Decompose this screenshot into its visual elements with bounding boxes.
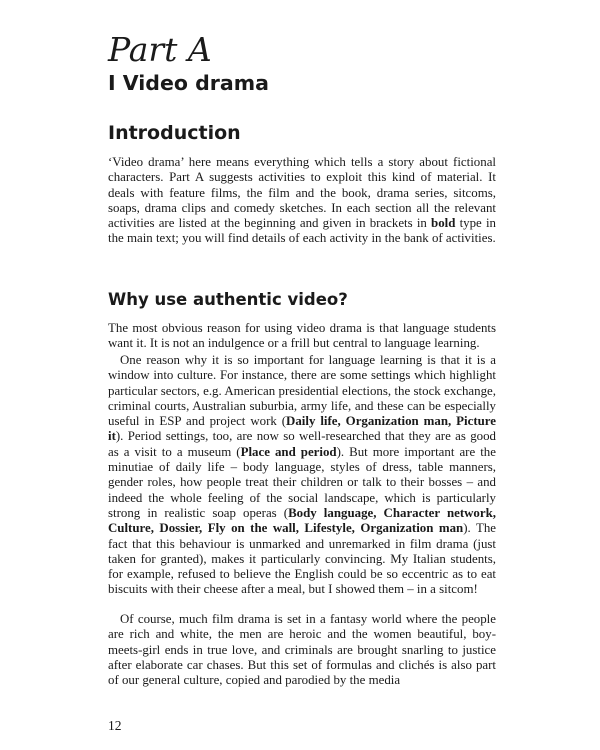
body-paragraph-3 xyxy=(108,612,496,688)
activity-reference: bold xyxy=(431,216,456,231)
why-authentic-video-heading: Why use authentic video? xyxy=(108,290,348,309)
introduction-paragraph xyxy=(108,155,496,247)
text-run: The most obvious reason for using video drama is that language students want it. It is not an indulgence or a frill but central to language learning. xyxy=(108,321,496,351)
chapter-title: I Video drama xyxy=(108,71,269,95)
activity-reference: Place and period xyxy=(240,444,337,459)
text-run: ‘Video drama’ here means everything which tells a story about fictional characters. Part A suggests activities to exploit this kind of material. It deals with feature films, the film and the book, drama series, sitcoms, soaps, drama clips and comedy sketches. In each section all the relevant activities are listed at the beginning and given in brackets in xyxy=(108,155,496,231)
body-paragraph-1 xyxy=(108,321,496,352)
text-run: type in the main text; you will find details of each activity in the bank of activities. xyxy=(108,216,496,246)
text-run: ). Period settings, too, are now so well-researched that they are as good as a visit to a museum ( xyxy=(108,429,496,459)
text-run: One reason why it is so important for language learning is that it is a window into culture. For instance, there are some settings which highlight particular sectors, e.g. American presidential elections, the stock exchange, criminal courts, Australian suburbia, army life, and these can be especially useful in ESP and project work ( xyxy=(108,353,496,429)
text-run: ). But more important are the minutiae of daily life – body language, styles of dress, table manners, gender roles, how people treat their children or talk to their bosses – and indeed the whole feeling of the social landscape, which is particularly strong in realistic soap operas ( xyxy=(108,444,496,520)
text-run: ). The fact that this behaviour is unmarked and unremarked in film drama (just taken for granted), makes it particularly convincing. My Italian students, for example, refused to believe the English could be so eccentric as to eat biscuits with their cheese after a meal, but I showed them – in a sitcom! xyxy=(108,521,497,597)
part-title: Part A xyxy=(108,30,212,69)
text-run: Of course, much film drama is set in a fantasy world where the people are rich and white, the men are heroic and the women beautiful, boy-meets-girl ends in true love, and criminals are brought snarling to justice after elaborate car chases. But this set of formulas and clichés is also part of our general culture, copied and parodied by the media xyxy=(108,612,496,688)
page-number: 12 xyxy=(108,718,122,733)
body-paragraph-2 xyxy=(108,353,496,598)
activity-reference: Body language, Character network, Culture, Dossier, Fly on the wall, Lifestyle, Organization man xyxy=(108,505,496,536)
introduction-heading: Introduction xyxy=(108,122,241,144)
activity-reference: Daily life, Organization man, Picture it xyxy=(108,414,496,444)
